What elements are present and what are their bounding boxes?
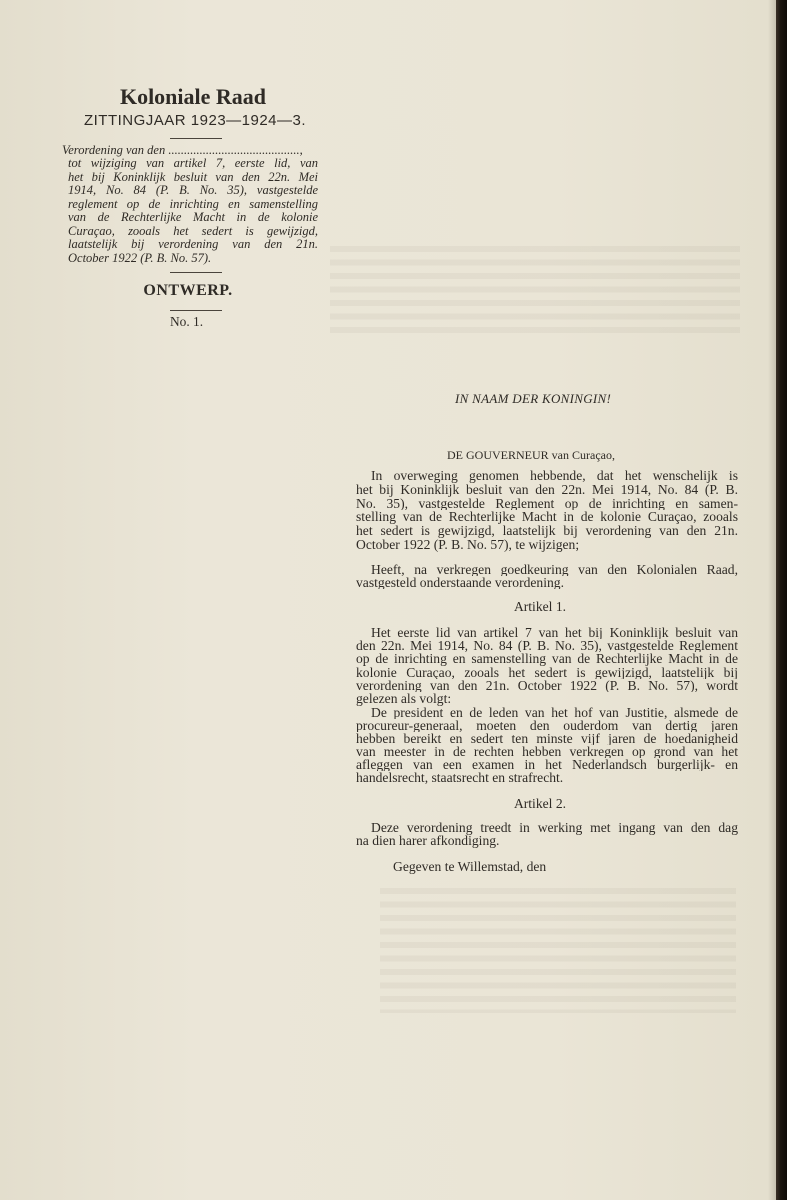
preamble-paragraph (356, 469, 738, 552)
text-line: Deze verordening treedt in werking met ingang van den dag (371, 822, 738, 835)
text-line: na dien harer afkondiging. (356, 834, 500, 848)
text-line: het bij Koninklijk besluit van den 22n. Mei 1914, No. 84 (P. B. (356, 482, 738, 497)
bleed-through-shadow (330, 246, 740, 336)
text-line: Heeft, na verkregen goedkeuring van den Kolonialen Raad, (371, 563, 738, 576)
text-line: Het eerste lid van artikel 7 van het bij Koninklijk besluit van (371, 625, 738, 639)
divider-rule (170, 138, 222, 139)
subject-line: Curaçao, zooals het sedert is gewijzigd, (68, 224, 318, 238)
subject-description (62, 144, 318, 265)
subject-line: October 1922 (P. B. No. 57). (68, 251, 212, 265)
text-line: handelsrecht, staatsrecht en strafrecht. (356, 770, 564, 785)
page-edge-shadow (768, 0, 776, 1200)
text-line: verordening van den 21n. October 1922 (P. B. No. 57), wordt (356, 679, 738, 693)
closing-line: Gegeven te Willemstad, den (393, 859, 547, 874)
text-line: procureur-generaal, moeten den ouderdom van dertig jaren (356, 718, 738, 732)
governor-line: DE GOUVERNEUR van Curaçao, (447, 448, 615, 462)
text-line: kolonie Curaçao, zooals het sedert is gewijzigd, laatstelijk bij (356, 665, 738, 680)
text-line: het sedert is gewijzigd, laatstelijk bij verordening van den 21n. (356, 524, 738, 538)
text-line: vastgesteld onderstaande verordening. (356, 576, 564, 589)
divider-rule (170, 310, 222, 311)
subject-line: tot wijziging van artikel 7, eerste lid, van (68, 157, 318, 171)
text-line: op de inrichting en samenstelling van de Rechterlijke Macht in de (356, 652, 738, 666)
council-title: Koloniale Raad (119, 84, 267, 109)
subject-line: Verordening van den .........................................., (62, 144, 303, 157)
subject-line: laatstelijk bij verordening van den 21n. (68, 238, 318, 252)
text-line: No. 35), vastgestelde Reglement op de inrichting en samen- (356, 496, 738, 511)
text-line: afleggen van een examen in het Nederlandsch burgerlijk- en (356, 757, 738, 771)
draft-label: ONTWERP. (143, 282, 233, 299)
scan-border (776, 0, 787, 1200)
subject-line: 1914, No. 84 (P. B. No. 35), vastgestelde (68, 184, 318, 198)
text-line: stelling van de Rechterlijke Macht in de kolonie Curaçao, zooals (356, 510, 738, 525)
subject-line: van de Rechterlijke Macht in de kolonie (68, 211, 318, 225)
subject-line: het bij Koninklijk besluit van den 22n. Mei (68, 170, 318, 184)
text-line: den 22n. Mei 1914, No. 84 (P. B. No. 35), vastgestelde Reglement (356, 638, 738, 653)
article-heading: Artikel 1. (513, 599, 567, 614)
article-paragraph (356, 822, 738, 848)
text-line: gelezen als volgt: (356, 692, 452, 706)
text-line: De president en de leden van het hof van Justitie, alsmede de (371, 705, 738, 719)
session-year: ZITTINGJAAR 1923—1924—3. (83, 112, 307, 129)
enactment-paragraph (356, 563, 738, 589)
subject-line: reglement op de inrichting en samenstelling (68, 197, 318, 211)
text-line: van meester in de rechten hebben verkregen op grond van het (356, 744, 738, 758)
article-heading: Artikel 2. (513, 796, 567, 811)
bleed-through-shadow (380, 888, 736, 1013)
draft-number: No. 1. (170, 314, 204, 329)
text-line: October 1922 (P. B. No. 57), te wijzigen; (356, 537, 580, 552)
text-line: hebben bereikt en sedert ten minste vijf jaren de hoedanigheid (356, 731, 738, 745)
article-paragraph (356, 706, 738, 785)
article-paragraph (356, 626, 738, 706)
text-line: In overweging genomen hebbende, dat het wenschelijk is (371, 469, 738, 483)
divider-rule (170, 272, 222, 273)
invocation: IN NAAM DER KONINGIN! (455, 391, 612, 406)
